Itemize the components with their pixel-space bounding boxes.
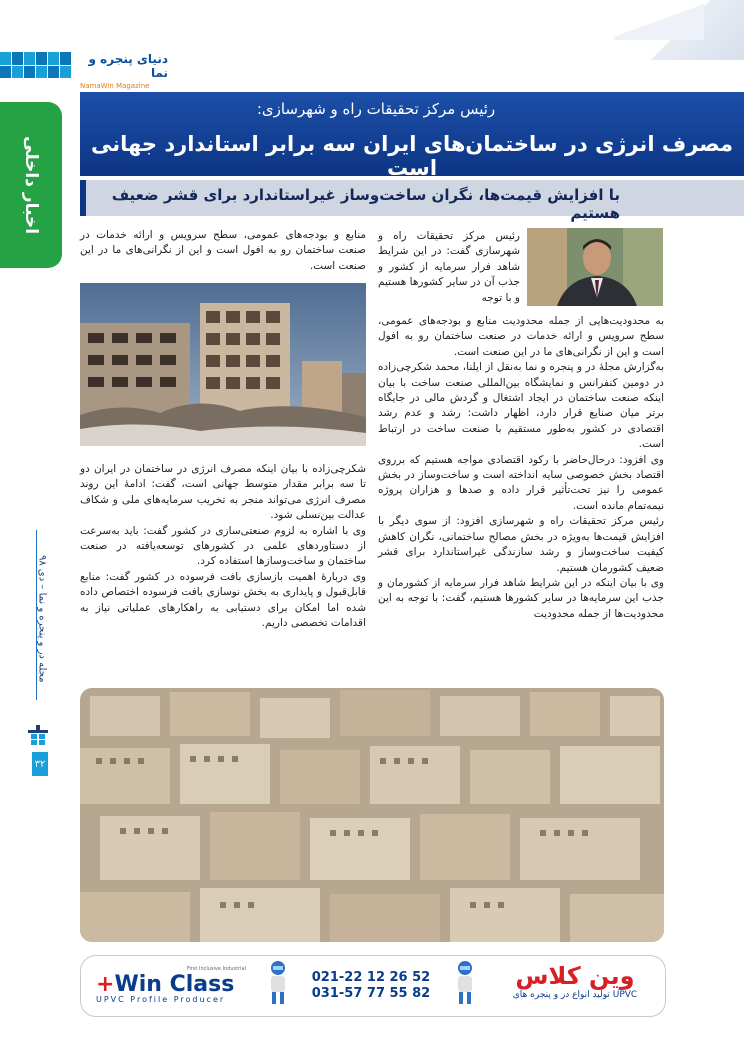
brand-fa: وین کلاس: [515, 962, 635, 990]
corner-decoration-fold: [614, 0, 704, 40]
brand-fa-sub: UPVC تولید انواع در و پنجره های: [512, 990, 638, 1000]
left-column: [80, 462, 366, 631]
paragraph: وی افزود: درحال‌حاضر با رکود اقتصادی مواجه هستیم که برروی اقتصاد بخش خصوصی سایه انداخته است و ساخت‌وساز در بخش عمومی را نیز تحت‌تأثیر قرار داده و صدها و هزاران پروژه نیمه‌تمام مانده است.: [378, 453, 664, 512]
section-label: اخبار داخلی: [21, 135, 41, 235]
robot-icon: [455, 960, 475, 1010]
intro-paragraph: رئیس مرکز تحقیقات راه و شهرسازی گفت: در این شرایط شاهد فرار سرمایه از کشور و جذب آن در سایر کشورها هستیم و با توجه: [378, 230, 520, 304]
paragraph: به‌گزارش مجلهٔ در و پنجره و نما به‌نقل از ایلنا، محمد شکرچی‌زاده در دومین کنفرانس و نمایشگاه بین‌المللی صنعت ساخت با بیان اینکه صنعت ساختمان در ایجاد اشتغال و گردش مالی در جایگاه برتر میان صنایع قرار دارد، اظهار داشت: رشد و عدم رشد اقتصادی در کشور به‌طور مستقیم با صنعت ساخت در ارتباط است.: [378, 361, 664, 451]
article-kicker: رئیس مرکز تحقیقات راه و شهرسازی:: [256, 100, 496, 118]
robot-icon: [268, 960, 288, 1010]
paragraph: وی دربارهٔ اهمیت بازسازی بافت فرسوده در کشور گفت: منابع قابل‌قبول و پایداری به بخش نوسازی بافت فرسوده اختصاص داده شده اما امکان برای دستیابی به راهکارهای عملیاتی نیاز به اقدامات تخصصی داریم.: [80, 570, 366, 630]
magazine-logo-text: دنیای پنجره و نما: [88, 52, 168, 80]
city-buildings-photo: [80, 688, 664, 942]
earthquake-building-photo: [80, 283, 366, 446]
winclass-logo-fa: [500, 962, 650, 1000]
rail-issue-wrap: [32, 555, 52, 725]
paragraph: به محدودیت‌هایی از جمله محدودیت منابع و بودجه‌های عمومی، سطح سرویس و ارائه خدمات در صنعت ساختمان رو به افول است و این از نگرانی‌های ما در این صنعت است.: [378, 315, 664, 358]
phone-1[interactable]: 021-22 12 26 52: [311, 970, 431, 985]
brand-en: Win Class: [114, 972, 235, 997]
phone-2[interactable]: 031-57 77 55 82: [311, 986, 431, 1001]
left-column-top: منابع و بودجه‌های عمومی، سطح سرویس و ارائه خدمات در صنعت ساختمان رو به افول است و این از نگرانی‌های ما در این صنعت است.: [80, 229, 366, 272]
portrait-photo: [527, 228, 663, 306]
paragraph: رئیس مرکز تحقیقات راه و شهرسازی افزود: از سوی دیگر با افزایش قیمت‌ها به‌ویژه در بخش مصالح ساختمانی، نگران کاهش کیفیت ساخت‌وساز و رشد سازندگی غیراستاندارد برای قشر ضعیف کشورمان هستیم.: [378, 515, 664, 574]
paragraph: شکرچی‌زاده با بیان اینکه مصرف انرژی در ساختمان در ایران دو تا سه برابر مقدار متوسط جهانی است، گفت: ادامهٔ این روند مصرف انرژی می‌تواند منجر به تخریب سرمایه‌های ملی و شکاف عدالت بین‌نسلی شود.: [80, 463, 366, 522]
paragraph: وی با بیان اینکه در این شرایط شاهد فرار سرمایه از کشورمان و جذب این سرمایه‌ها در سایر کشورها هستیم، گفت: با توجه به این محدودیت‌ها از جمله محدودیت: [378, 576, 664, 620]
logo-tiles: [0, 52, 72, 78]
right-column: [378, 314, 664, 622]
brand-tiny: First Inclusive Industrial: [186, 966, 246, 972]
article-subtitle: با افزایش قیمت‌ها، نگران ساخت‌وساز غیراستاندارد برای قشر ضعیف هستیم: [111, 186, 620, 222]
winclass-logo-en: [96, 966, 246, 1006]
article-title: مصرف انرژی در ساختمان‌های ایران سه برابر استاندارد جهانی است: [91, 132, 733, 180]
brand-tagline: UPVC Profile Producer: [96, 995, 226, 1004]
magazine-logo-sub: NamaWin Magazine: [80, 82, 150, 90]
phone-numbers: [306, 970, 436, 1002]
magazine-logo: [80, 52, 168, 90]
paragraph: وی با اشاره به لزوم صنعتی‌سازی در کشور گفت: باید به‌سرعت از دستاوردهای علمی در کشورهای توسعه‌یافته در صنعت ساختمان و ساخت‌وسازها استفاده کرد.: [80, 524, 366, 568]
brand-en-prefix: +: [96, 972, 115, 997]
page-number: ۳۲: [32, 752, 48, 776]
section-tab-label-wrap: [0, 102, 62, 268]
footer-issue: مجله در و پنجره و نما – دی ۹۸: [36, 555, 48, 683]
window-icon: [27, 724, 49, 746]
